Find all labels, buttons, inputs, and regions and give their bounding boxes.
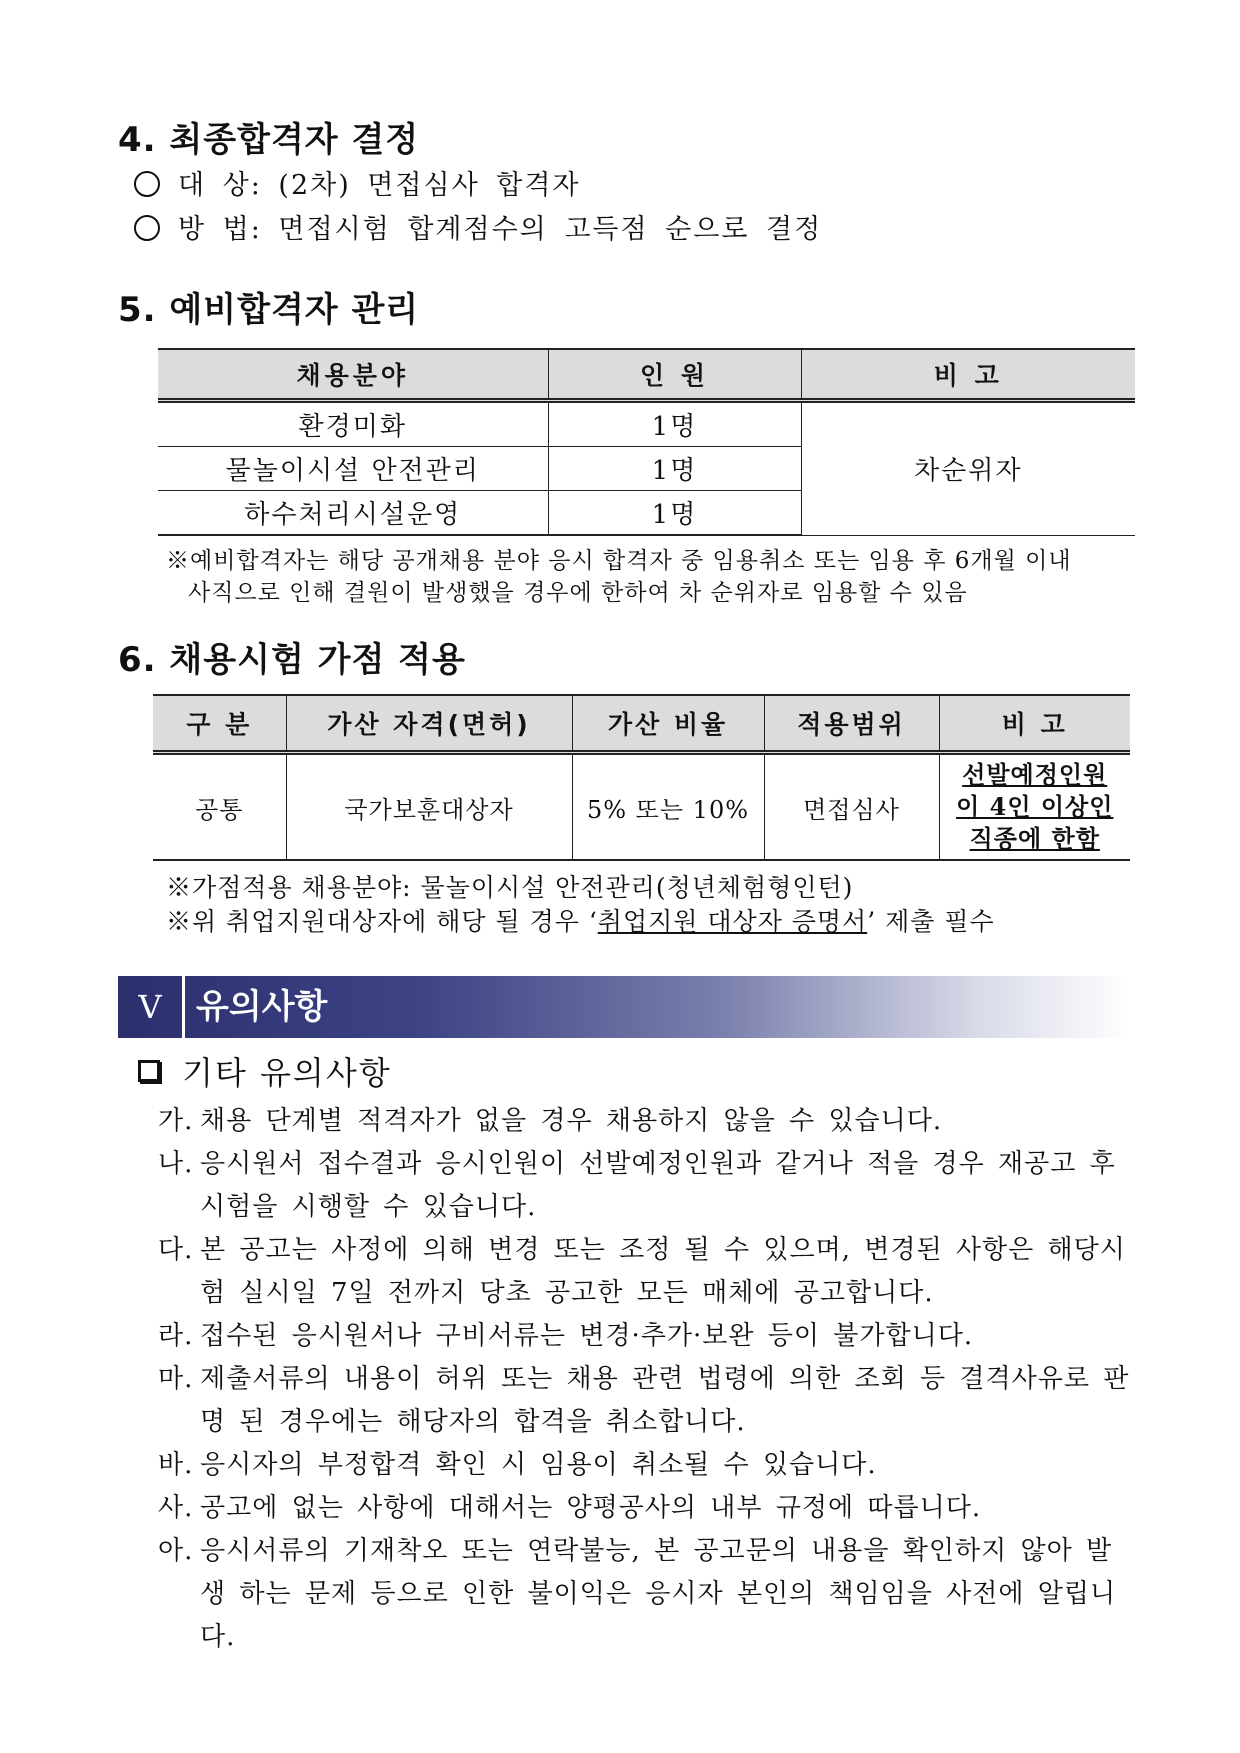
item-text: 응시자의 부정합격 확인 시 임용이 취소될 수 있습니다. [200, 1450, 877, 1480]
cell-qualification: 국가보훈대상자 [286, 753, 572, 861]
section-v-number: Ⅴ [118, 976, 185, 1038]
checkbox-square-icon [138, 1060, 160, 1082]
cell-field: 하수처리시설운영 [158, 491, 548, 536]
item-text: 채용 단계별 적격자가 없을 경우 채용하지 않을 수 있습니다. [200, 1106, 943, 1136]
table-row [158, 401, 1135, 447]
cell-count: 1명 [548, 447, 801, 491]
bonus-note-2-suffix: ’ 제출 필수 [867, 907, 995, 936]
list-item [158, 1358, 1138, 1444]
section-4-target-text: 대 상: (2차) 면접심사 합격자 [178, 170, 581, 201]
circle-bullet-icon [134, 215, 160, 241]
section-6-title: 6. 채용시험 가점 적용 [118, 640, 466, 680]
header-scope: 적용범위 [764, 695, 939, 753]
cell-scope: 면접심사 [764, 753, 939, 861]
item-label: 다. [158, 1235, 194, 1265]
subheading-text: 기타 유의사항 [182, 1054, 392, 1092]
item-label: 아. [158, 1536, 194, 1566]
section-4-method-line [134, 207, 822, 246]
header-count: 인 원 [548, 349, 801, 401]
table-row [153, 753, 1130, 861]
list-item [158, 1487, 1138, 1530]
section-5-title: 5. 예비합격자 관리 [118, 290, 420, 330]
section-4-method-text: 방 법: 면접시험 합계점수의 고득점 순으로 결정 [178, 214, 823, 245]
cell-ratio: 5% 또는 10% [572, 753, 764, 861]
header-category: 구 분 [153, 695, 286, 753]
list-item [158, 1100, 1138, 1143]
bonus-points-table [153, 694, 1130, 861]
list-item [158, 1444, 1138, 1487]
item-text: 접수된 응시원서나 구비서류는 변경·추가·보완 등이 불가합니다. [200, 1321, 974, 1351]
certificate-name: 취업지원 대상자 증명서 [597, 907, 868, 936]
item-label: 가. [158, 1106, 194, 1136]
section-4-title: 4. 최종합격자 결정 [118, 120, 420, 160]
bonus-note-1: ※가점적용 채용분야: 물놀이시설 안전관리(청년체험형인턴) [166, 873, 854, 902]
item-text: 응시서류의 기재착오 또는 연락불능, 본 공고문의 내용을 확인하지 않아 발생 하는 문제 등으로 인한 불이익은 응시자 본인의 책임임을 사전에 알립니다. [200, 1536, 1117, 1652]
item-text: 공고에 없는 사항에 대해서는 양평공사의 내부 규정에 따릅니다. [200, 1493, 982, 1523]
remark-line: 선발예정인원 [962, 760, 1108, 789]
header-remark: 비 고 [801, 349, 1135, 401]
subheading [138, 1048, 392, 1094]
list-item [158, 1229, 1138, 1315]
cell-remark [939, 753, 1130, 861]
reserve-note-line-2: 사직으로 인해 결원이 발생했을 경우에 한하여 차 순위자로 임용할 수 있음 [188, 580, 968, 606]
cell-field: 환경미화 [158, 401, 548, 447]
item-text: 본 공고는 사정에 의해 변경 또는 조정 될 수 있으며, 변경된 사항은 해당시험 실시일 7일 전까지 당초 공고한 모든 매체에 공고합니다. [200, 1235, 1126, 1308]
list-item [158, 1315, 1138, 1358]
item-label: 나. [158, 1149, 194, 1179]
header-ratio: 가산 비율 [572, 695, 764, 753]
header-remark: 비 고 [939, 695, 1130, 753]
bonus-note-2-prefix: ※위 취업지원대상자에 해당 될 경우 ‘ [166, 907, 598, 936]
cell-remark: 차순위자 [801, 401, 1135, 536]
reserve-candidates-table [158, 348, 1135, 536]
bonus-note-2 [166, 906, 995, 938]
item-text: 제출서류의 내용이 허위 또는 채용 관련 법령에 의한 조회 등 결격사유로 판명 된 경우에는 해당자의 합격을 취소합니다. [200, 1364, 1130, 1437]
cell-count: 1명 [548, 401, 801, 447]
list-item [158, 1530, 1138, 1659]
item-label: 사. [158, 1493, 194, 1523]
list-item [158, 1143, 1138, 1229]
remark-line: 이 4인 이상인 [956, 792, 1114, 821]
cell-category: 공통 [153, 753, 286, 861]
item-label: 바. [158, 1450, 194, 1480]
section-v-title: 유의사항 [196, 987, 328, 1027]
table-header-row [158, 349, 1135, 401]
section-4-target-line [134, 163, 581, 202]
table-header-row [153, 695, 1130, 753]
item-label: 라. [158, 1321, 194, 1351]
header-field: 채용분야 [158, 349, 548, 401]
item-text: 응시원서 접수결과 응시인원이 선발예정인원과 같거나 적을 경우 재공고 후 시험을 시행할 수 있습니다. [200, 1149, 1116, 1222]
cell-field: 물놀이시설 안전관리 [158, 447, 548, 491]
notice-list [158, 1100, 1138, 1659]
cell-count: 1명 [548, 491, 801, 536]
header-qualification: 가산 자격(면허) [286, 695, 572, 753]
item-label: 마. [158, 1364, 194, 1394]
section-v-banner [118, 976, 1130, 1038]
circle-bullet-icon [134, 171, 160, 197]
remark-line: 직종에 한함 [969, 824, 1100, 853]
reserve-note-line-1: ※예비합격자는 해당 공개채용 분야 응시 합격자 중 임용취소 또는 임용 후 6개월 이내 [166, 548, 1072, 574]
